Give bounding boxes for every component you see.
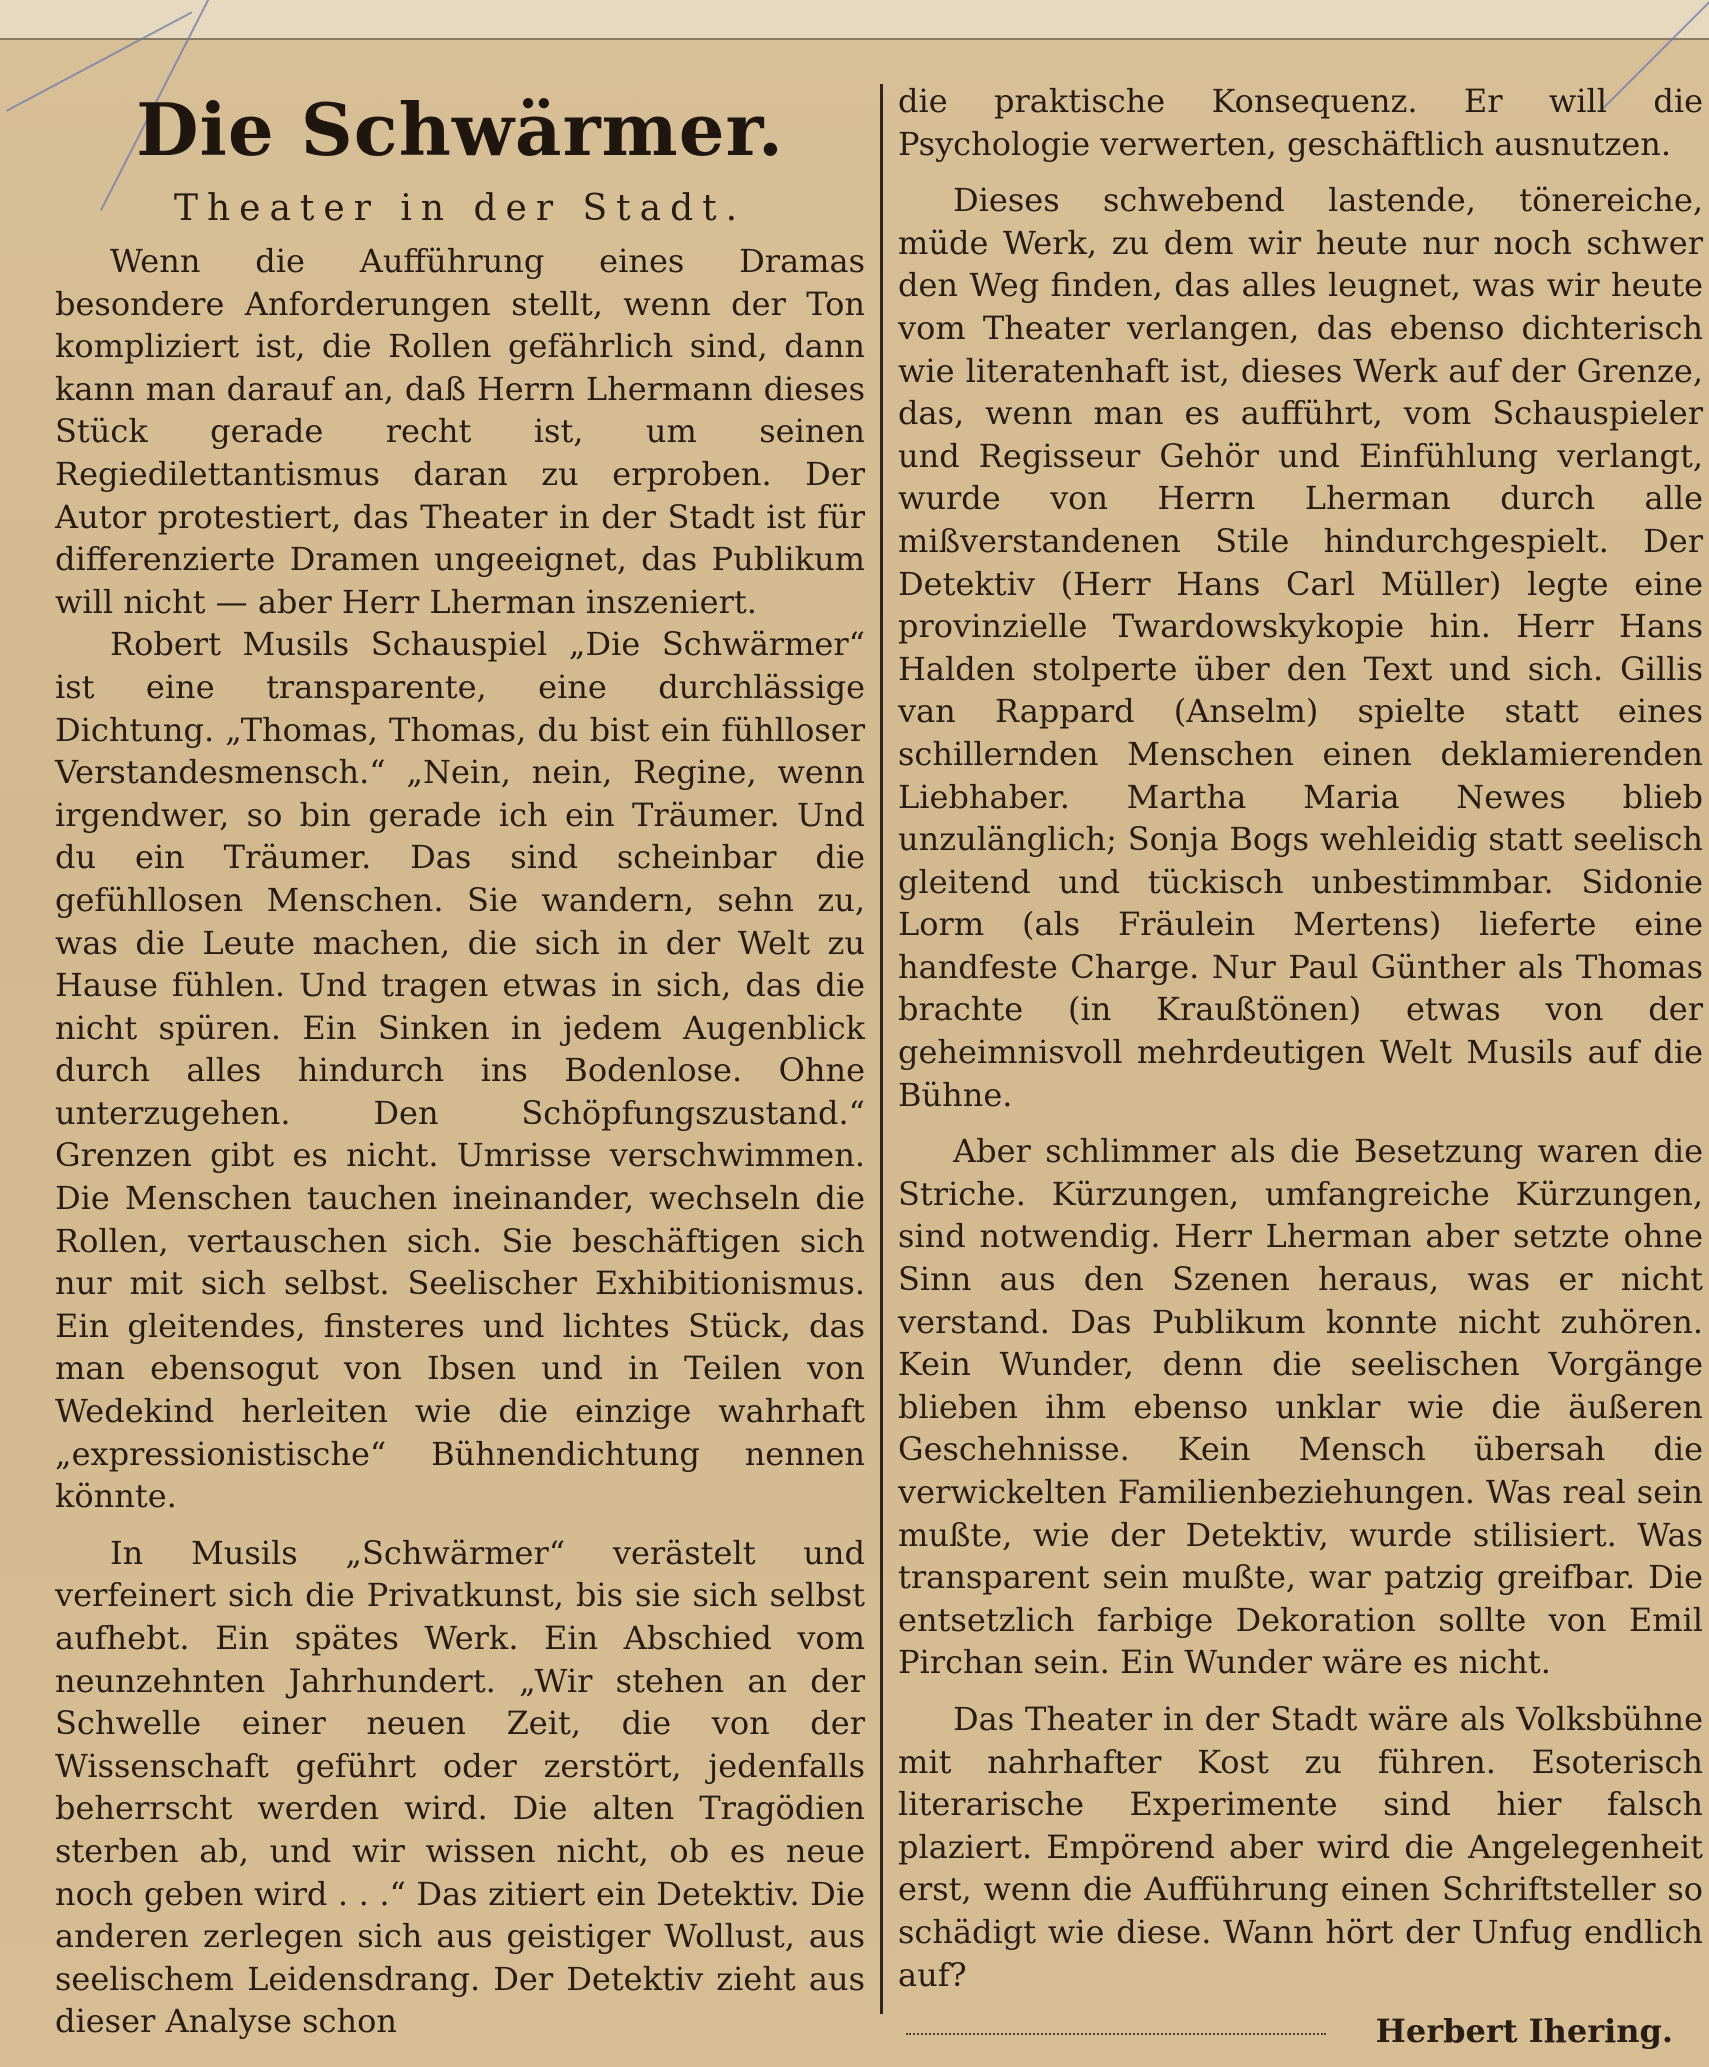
right-column (898, 80, 1703, 2053)
newspaper-clipping (0, 38, 1709, 2067)
column-divider (880, 84, 883, 2014)
paragraph: In Musils „Schwärmer“ verästelt und verfeinert sich die Privatkunst, bis sie sich selbst aufhebt. Ein spätes Werk. Ein Abschied vom neunzehnten Jahrhundert. „Wir stehen an der Schwelle einer neuen Zeit, die von der Wissenschaft geführt oder zerstört, jedenfalls beherrscht werden wird. Die alten Tragödien sterben ab, und wir wissen nicht, ob es neue noch geben wird . . .“ Das zitiert ein Detektiv. Die anderen zerlegen sich aus geistiger Wollust, aus seelischem Leidensdrang. Der Detektiv zieht aus dieser Analyse schon (55, 1533, 865, 2041)
dotted-rule (906, 2033, 1326, 2035)
article-subtitle: Theater in der Stadt. (173, 188, 747, 229)
paragraph: Dieses schwebend lastende, tönereiche, müde Werk, zu dem wir heute nur noch schwer den Weg finden, das alles leugnet, was wir heute vom Theater verlangen, das ebenso dichterisch wie literatenhaft ist, dieses Werk auf der Grenze, das, wenn man es aufführt, vom Schauspieler und Regisseur Gehör und Einfühlung verlangt, wurde von Herrn Lherman durch alle mißverstandenen Stile hindurchgespielt. Der Detektiv (Herr Hans Carl Müller) legte eine provinzielle Twardowskykopie hin. Herr Hans Halden stolperte über den Text und sich. Gillis van Rappard (Anselm) spielte statt eines schillernden Menschen einen deklamierenden Liebhaber. Martha Maria Newes blieb unzulänglich; Sonja Bogs wehleidig statt seelisch gleitend und tückisch unbestimmbar. Sidonie Lorm (als Fräulein Mertens) lieferte eine handfeste Charge. Nur Paul Günther als Thomas brachte (in Kraußtönen) etwas von der geheimnisvoll mehrdeutigen Welt Musils auf die Bühne. (898, 181, 1703, 1114)
author-name: Herbert Ihering. (1375, 2012, 1673, 2051)
paragraph: Das Theater in der Stadt wäre als Volksbühne mit nahrhafter Kost zu führen. Esoterisch literarische Experimente sind hier falsch plaziert. Empörend aber wird die Angelegenheit erst, wenn die Aufführung einen Schriftsteller so schädigt wie diese. Wann hört der Unfug endlich auf? (898, 1699, 1703, 1994)
author-signature-line (898, 2010, 1703, 2053)
paragraph: Robert Musils Schauspiel „Die Schwärmer“ ist eine transparente, eine durchlässige Dichtung. „Thomas, Thomas, du bist ein fühlloser Verstandesmensch.“ „Nein, nein, Regine, wenn irgendwer, so bin gerade ich ein Träumer. Und du ein Träumer. Das sind scheinbar die gefühllosen Menschen. Sie wandern, sehn zu, was die Leute machen, die sich in der Welt zu Hause fühlen. Und tragen etwas in sich, das die nicht spüren. Ein Sinken in jedem Augenblick durch alles hindurch ins Bodenlose. Ohne unterzugehen. Den Schöpfungszustand.“ Grenzen gibt es nicht. Umrisse verschwimmen. Die Menschen tauchen ineinander, wechseln die Rollen, vertauschen sich. Sie beschäftigen sich nur mit sich selbst. Seelischer Exhibitionismus. Ein gleitendes, finsteres und lichtes Stück, das man ebensogut von Ibsen und in Teilen von Wedekind herleiten wie die einzige wahrhaft „expressionistische“ Bühnendichtung nennen könnte. (55, 625, 865, 1516)
left-column (55, 80, 865, 2043)
paragraph: Aber schlimmer als die Besetzung waren die Striche. Kürzungen, umfangreiche Kürzungen, sind notwendig. Herr Lherman aber setzte ohne Sinn aus den Szenen heraus, was er nicht verstand. Das Publikum konnte nicht zuhören. Kein Wunder, denn die seelischen Vorgänge blieben ihm ebenso unklar wie die äußeren Geschehnisse. Kein Mensch übersah die verwickelten Familienbeziehungen. Was real sein mußte, wie der Detektiv, wurde stilisiert. Was transparent sein mußte, war patzig greifbar. Die entsetzlich farbige Dekoration sollte von Emil Pirchan sein. Ein Wunder wäre es nicht. (898, 1132, 1703, 1682)
page-margin-strip (0, 0, 1709, 38)
paragraph: Wenn die Aufführung eines Dramas besondere Anforderungen stellt, wenn der Ton kompliziert ist, die Rollen gefährlich sind, dann kann man darauf an, daß Herrn Lhermann dieses Stück gerade recht ist, um seinen Regiedilettantismus daran zu erproben. Der Autor protestiert, das Theater in der Stadt ist für differenzierte Dramen ungeeignet, das Publikum will nicht — aber Herr Lherman inszeniert. (55, 242, 865, 621)
paragraph: die praktische Konsequenz. Er will die Psychologie verwerten, geschäftlich ausnutzen. (898, 82, 1703, 163)
article-title: Die Schwärmer. (136, 87, 784, 172)
